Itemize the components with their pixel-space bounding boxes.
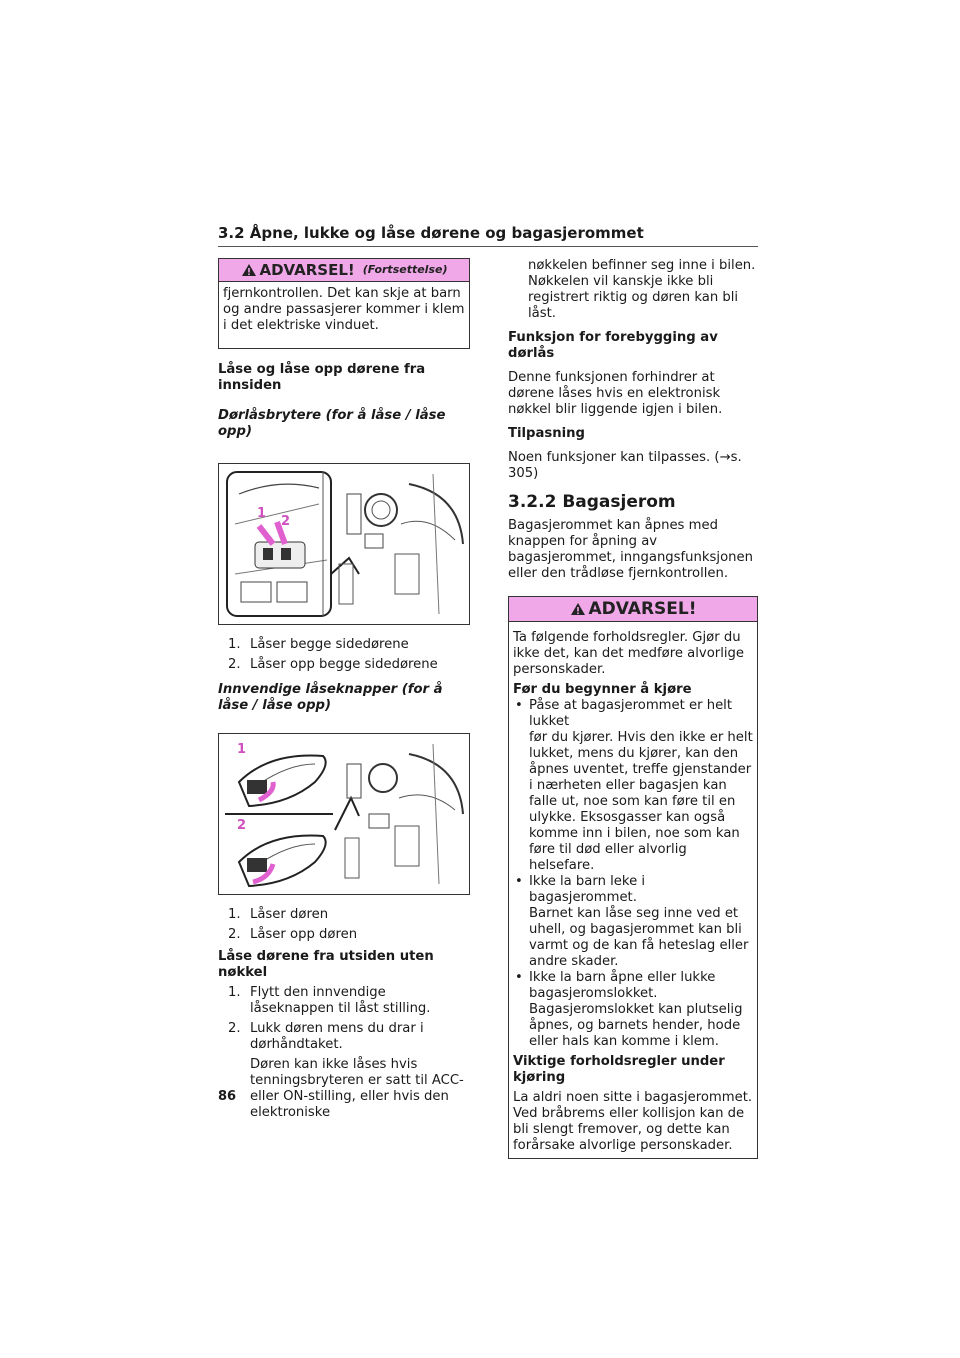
section-title-customization: Tilpasning [508,426,585,441]
inside-lock-button-illustration [219,734,469,894]
door-lock-switch-illustration [219,464,469,624]
subsection-title-door-switches: Dørlåsbrytere (for å låse / låse opp) [218,408,446,439]
figure-inside-lock-buttons [218,733,470,895]
list-item: • Ikke la barn leke i bagasjerommet. Barnet kan låse seg inne ved et uhell, og bagasjerommet kan bli varmt og de kan få heteslag eller andre skader. [515,874,749,969]
list-switch-actions [218,637,470,673]
subsection-title-inside-buttons: Innvendige låseknapper (for å låse / låse opp) [218,682,443,713]
figure-door-lock-switches [218,463,470,625]
warning-subtitle: (Fortsettelse) [362,263,448,276]
figure-label-1: 1 [257,506,267,521]
warning-triangle-icon [570,602,586,616]
figure-label-2: 2 [281,514,291,529]
warning-box-trunk [508,596,758,1159]
warning-body [509,622,757,1158]
list-item: 1. Låser begge sidedørene [228,637,409,652]
list-item: 2. Lukk døren mens du drar i dørhåndtaket. [228,1021,424,1052]
right-column [508,258,758,1159]
section-text-lock-prevention: Denne funksjonen forhindrer at dørene låses hvis en elektronisk nøkkel blir liggende igjen i bilen. [508,370,723,417]
page-number: 86 [218,1089,237,1104]
list-note: Døren kan ikke låses hvis tenningsbryteren er satt til ACC- eller ON-stilling, eller hvis den elektroniske [250,1057,464,1120]
warning-header [219,259,469,282]
warning-box-continued [218,258,470,349]
list-outside-lock-steps [218,985,470,1121]
list-button-actions [218,907,470,943]
list-item: 2. Låser opp døren [228,927,358,942]
header-title: 3.2 Åpne, lukke og låse dørene og bagasjerommet [218,224,644,242]
warning-header [509,597,757,622]
list-item: • Påse at bagasjerommet er helt lukket før du kjører. Hvis den ikke er helt lukket, mens du kjører, kan den åpnes uventet, treffe gjenstander i nærheten eller bagasjen kan falle ut, noe som kan føre til en ulykke. Eksosgasser kan også komme inn i bilen, noe som kan føre til død eller alvorlig helsefare. [515,698,753,873]
list-item: 1. Flytt den innvendige låseknappen til låst stilling. [228,985,431,1016]
warning-heading-while-driving: Viktige forholdsregler under kjøring [513,1054,725,1085]
figure-label-1: 1 [237,742,247,757]
page-header [218,224,758,247]
warning-text: fjernkontrollen. Det kan skje at barn og andre passasjerer kommer i klem i det elektriske vinduet. [223,286,465,333]
list-item: 1. Låser døren [228,907,329,922]
list-item: 2. Låser opp begge sidedørene [228,657,438,672]
warning-title: ADVARSEL! [588,599,697,619]
warning-outro: La aldri noen sitte i bagasjerommet. Ved bråbrems eller kollisjon kan de bli slengt fremover, og dette kan forårsake alvorlige personskader. [513,1090,753,1153]
chapter-title-trunk: 3.2.2 Bagasjerom [508,492,676,512]
figure-label-2: 2 [237,818,247,833]
warning-intro: Ta følgende forholdsregler. Gjør du ikke det, kan det medføre alvorlige personskader. [513,630,745,677]
continued-text: nøkkelen befinner seg inne i bilen. Nøkkelen vil kanskje ikke bli registrert riktig og døren kan bli låst. [528,258,756,321]
warning-title: ADVARSEL! [259,261,355,279]
left-column [218,258,470,1121]
chapter-text-trunk: Bagasjerommet kan åpnes med knappen for åpning av bagasjerommet, inngangsfunksjonen eller den trådløse fjernkontrollen. [508,518,753,581]
warning-heading-before-driving: Før du begynner å kjøre [513,682,692,697]
section-text-customization: Noen funksjoner kan tilpasses. (→s. 305) [508,450,742,481]
section-title-lock-prevention: Funksjon for forebygging av dørlås [508,330,718,361]
warning-triangle-icon [241,263,257,277]
section-title-outside-lock: Låse dørene fra utsiden uten nøkkel [218,949,434,980]
warning-body [219,282,469,348]
list-item: • Ikke la barn åpne eller lukke bagasjeromslokket. Bagasjeromslokket kan plutselig åpnes, og barnets hender, hode eller hals kan komme i klem. [515,970,743,1049]
section-title-inside-lock: Låse og låse opp dørene fra innsiden [218,362,426,393]
